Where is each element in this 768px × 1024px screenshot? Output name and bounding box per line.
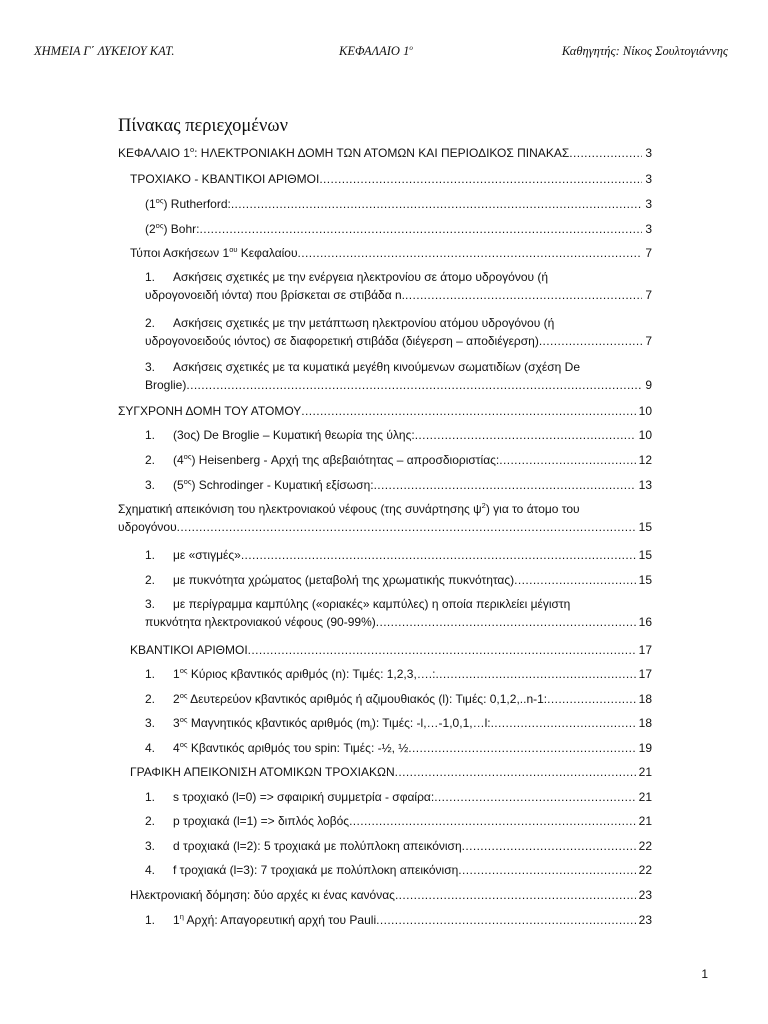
entry-page-number: 7: [645, 334, 652, 348]
entry-text-part: Ασκήσεις σχετικές με την ενέργεια ηλεκτρονίου σε άτομο υδρογόνου (ή: [173, 270, 549, 284]
entry-title: [145, 476, 374, 494]
entry-title: [145, 571, 514, 589]
dot-leader: [539, 332, 642, 350]
page-number: 1: [701, 967, 708, 981]
dot-leader: [514, 571, 635, 589]
entry-text-part: (3ος) De Broglie – Κυματική θεωρία της ύλης:: [173, 428, 415, 442]
dot-leader: [434, 788, 635, 806]
entry-number: 1.: [145, 790, 156, 804]
entry-text-part: ) Rutherford:: [163, 197, 231, 211]
entry-superscript: ος: [179, 740, 188, 749]
entry-title-continued: υδρογονοειδούς ιόντος) σε διαφορετική στιβάδα (διέγερση – αποδιέγερση): [145, 334, 539, 348]
entry-title: [130, 763, 395, 781]
entry-title: [145, 597, 570, 611]
entry-page-number: 15: [638, 548, 652, 562]
entry-number: 3.: [145, 597, 156, 611]
entry-text-part: Τύποι Ασκήσεων 1: [130, 246, 230, 260]
entry-text-part: f τροχιακά (l=3): 7 τροχιακά με πολύπλοκη απεικόνιση: [173, 863, 459, 877]
page-header: [34, 44, 728, 62]
entry-number: 3.: [145, 716, 156, 730]
entry-title-continued: υδρογονοειδή ιόντα) που βρίσκεται σε στιβάδα n.: [145, 288, 406, 302]
entry-title: [145, 788, 434, 806]
entry-page-number: 15: [638, 520, 652, 534]
entry-text-part: Κεφαλαίου: [237, 246, 298, 260]
entry-title: [145, 911, 376, 929]
entry-text-part: 1: [173, 667, 180, 681]
dot-leader: [458, 861, 635, 879]
entry-number: 2.: [145, 316, 156, 330]
entry-number: 3.: [145, 839, 156, 853]
entry-page-number: 10: [638, 428, 652, 442]
dot-leader: [231, 195, 642, 213]
entry-title: [145, 451, 499, 469]
entry-text-part: ) Heisenberg - Αρχή της αβεβαιότητας – απροσδιοριστίας:: [191, 453, 500, 467]
entry-page-number: 21: [638, 765, 652, 779]
dot-leader: [241, 546, 636, 564]
header-chapter: [339, 44, 413, 59]
entry-number: 1.: [145, 667, 156, 681]
entry-text-part: ΤΡΟΧΙΑΚΟ - ΚΒΑΝΤΙΚΟΙ ΑΡΙΘΜΟΙ: [130, 172, 320, 186]
entry-number: 4.: [145, 863, 156, 877]
entry-text-part: 4: [173, 741, 180, 755]
entry-number: 2.: [145, 573, 156, 587]
entry-text-part: Σχηματική απεικόνιση του ηλεκτρονιακού νέφους (της συνάρτησης ψ: [118, 502, 482, 516]
entry-page-number: 3: [645, 222, 652, 236]
entry-text-part: Μαγνητικός κβαντικός αριθμός (m: [187, 716, 371, 730]
dot-leader: [186, 376, 642, 394]
entry-title: [145, 270, 548, 284]
entry-title: [145, 739, 408, 757]
entry-text-part: ) Schrodinger - Κυματική εξίσωση:: [191, 478, 374, 492]
dot-leader: [376, 613, 636, 631]
entry-page-number: 12: [638, 453, 652, 467]
entry-number: 2.: [145, 814, 156, 828]
entry-text-part: : ΗΛΕΚΤΡΟΝΙΑΚΗ ΔΟΜΗ ΤΩΝ ΑΤΟΜΩΝ ΚΑΙ ΠΕΡΙΟΔΙΚΟΣ ΠΙΝΑΚΑΣ: [194, 146, 570, 160]
entry-text-part: p τροχιακά (l=1) => διπλός λοβός: [173, 814, 350, 828]
entry-page-number: 13: [638, 478, 652, 492]
entry-text-part: ΓΡΑΦΙΚΗ ΑΠΕΙΚΟΝΙΣΗ ΑΤΟΜΙΚΩΝ ΤΡΟΧΙΑΚΩΝ: [130, 765, 395, 779]
entry-text-part: Ηλεκτρονιακή δόμηση: δύο αρχές κι ένας κανόνας: [130, 888, 395, 902]
entry-page-number: 22: [638, 863, 652, 877]
entry-page-number: 7: [645, 288, 652, 302]
entry-title-continued: Broglie): [145, 378, 187, 392]
entry-text-part: (4: [173, 453, 184, 467]
entry-title: [145, 861, 458, 879]
entry-superscript: ος: [183, 452, 192, 461]
entry-page-number: 21: [638, 814, 652, 828]
entry-title-continued: πυκνότητα ηλεκτρονιακού νέφους (90-99%): [145, 615, 376, 629]
entry-title: [130, 170, 319, 188]
entry-page-number: 3: [645, 146, 652, 160]
entry-superscript: ο: [189, 145, 195, 154]
entry-page-number: 18: [638, 692, 652, 706]
entry-title: [145, 837, 462, 855]
entry-page-number: 17: [638, 643, 652, 657]
entry-text-part: ) για το άτομο του: [485, 502, 580, 516]
entry-page-number: 19: [638, 741, 652, 755]
dot-leader: [301, 402, 635, 420]
entry-text-part: Αρχή: Απαγορευτική αρχή του Pauli: [183, 913, 377, 927]
entry-title: [145, 546, 241, 564]
entry-text-part: ΚΕΦΑΛΑΙΟ 1: [118, 146, 190, 160]
entry-superscript: ος: [179, 691, 188, 700]
entry-text-part: (1: [145, 197, 156, 211]
entry-title: [130, 886, 395, 904]
entry-page-number: 7: [645, 246, 652, 260]
entry-number: 2.: [145, 453, 156, 467]
dot-leader: [395, 763, 636, 781]
entry-title: [145, 665, 435, 683]
entry-text-part: (2: [145, 222, 156, 236]
dot-leader: [547, 690, 636, 708]
entry-text-part: d τροχιακά (l=2): 5 τροχιακά με πολύπλοκη απεικόνιση: [173, 839, 462, 853]
entry-number: 2.: [145, 692, 156, 706]
entry-subscript: l: [370, 723, 372, 732]
entry-number: 1.: [145, 913, 156, 927]
entry-title: [118, 402, 301, 420]
entry-title: [118, 502, 580, 516]
entry-title: [145, 690, 547, 708]
dot-leader: [462, 837, 636, 855]
entry-number: 1.: [145, 428, 156, 442]
dot-leader: [298, 244, 643, 262]
dot-leader: [248, 641, 636, 659]
entry-title: [145, 360, 580, 374]
entry-page-number: 18: [638, 716, 652, 730]
entry-number: 3.: [145, 360, 156, 374]
dot-leader: [408, 739, 635, 757]
entry-superscript: 2: [481, 501, 486, 510]
entry-superscript: η: [179, 912, 184, 921]
entry-text-part: με «στιγμές»: [173, 548, 241, 562]
entry-page-number: 16: [638, 615, 652, 629]
dot-leader: [177, 518, 636, 536]
entry-number: 1.: [145, 548, 156, 562]
dot-leader: [569, 144, 642, 162]
entry-title-continued: υδρογόνου: [118, 520, 177, 534]
entry-title: [145, 220, 199, 238]
entry-title: [130, 641, 248, 659]
entry-superscript: ου: [229, 245, 238, 254]
entry-page-number: 17: [638, 667, 652, 681]
entry-title: [145, 195, 231, 213]
entry-number: 4.: [145, 741, 156, 755]
entry-page-number: 21: [638, 790, 652, 804]
dot-leader: [435, 665, 635, 683]
entry-text-part: ΣΥΓΧΡΟΝΗ ΔΟΜΗ ΤΟΥ ΑΤΟΜΟΥ: [118, 404, 302, 418]
entry-text-part: Κβαντικός αριθμός του spin: Τιμές: -½, ½: [187, 741, 409, 755]
entry-page-number: 9: [645, 378, 652, 392]
entry-number: 3.: [145, 478, 156, 492]
entry-title: [118, 144, 569, 162]
entry-text-part: 1: [173, 913, 180, 927]
entry-title: [145, 426, 415, 444]
entry-text-part: (5: [173, 478, 184, 492]
header-chapter-sup: ο: [409, 43, 413, 52]
entry-page-number: 10: [638, 404, 652, 418]
entry-text-part: Κύριος κβαντικός αριθμός (n): Τιμές: 1,2,3,….:: [187, 667, 436, 681]
entry-page-number: 23: [638, 888, 652, 902]
entry-text-part: 3: [173, 716, 180, 730]
dot-leader: [415, 426, 636, 444]
entry-title: [145, 316, 554, 330]
entry-superscript: ος: [155, 221, 164, 230]
entry-page-number: 3: [645, 172, 652, 186]
entry-text-part: s τροχιακό (l=0) => σφαιρική συμμετρία - σφαίρα:: [173, 790, 435, 804]
entry-text-part: Ασκήσεις σχετικές με την μετάπτωση ηλεκτρονίου ατόμου υδρογόνου (ή: [173, 316, 555, 330]
entry-superscript: ος: [155, 196, 164, 205]
entry-text-part: ): Τιμές: -l,…-1,0,1,…l:: [371, 716, 491, 730]
entry-text-part: ) Bohr:: [163, 222, 200, 236]
entry-title: [145, 714, 491, 732]
entry-text-part: με πυκνότητα χρώματος (μεταβολή της χρωματικής πυκνότητας): [173, 573, 515, 587]
dot-leader: [395, 886, 636, 904]
dot-leader: [349, 812, 636, 830]
dot-leader: [491, 714, 636, 732]
dot-leader: [319, 170, 642, 188]
entry-page-number: 22: [638, 839, 652, 853]
entry-text-part: ΚΒΑΝΤΙΚΟΙ ΑΡΙΘΜΟΙ: [130, 643, 248, 657]
entry-superscript: ος: [179, 715, 188, 724]
dot-leader: [199, 220, 642, 238]
entry-text-part: με περίγραμμα καμπύλης («οριακές» καμπύλες) η οποία περικλείει μέγιστη: [173, 597, 571, 611]
entry-superscript: ος: [179, 666, 188, 675]
entry-title: [145, 812, 349, 830]
entry-page-number: 3: [645, 197, 652, 211]
header-chapter-text: ΚΕΦΑΛΑΙΟ 1: [339, 44, 410, 58]
dot-leader: [499, 451, 635, 469]
dot-leader: [376, 911, 636, 929]
entry-superscript: ος: [183, 477, 192, 486]
entry-page-number: 15: [638, 573, 652, 587]
entry-title: [130, 244, 298, 262]
dot-leader: [405, 286, 642, 304]
entry-text-part: Δευτερεύον κβαντικός αριθμός ή αζιμουθιακός (l): Τιμές: 0,1,2,..n-1:: [187, 692, 548, 706]
entry-text-part: Ασκήσεις σχετικές με τα κυματικά μεγέθη κινούμενων σωματιδίων (σχέση De: [173, 360, 580, 374]
header-subject: ΧΗΜΕΙΑ Γ΄ ΛΥΚΕΙΟΥ ΚΑΤ.: [34, 44, 175, 58]
entry-page-number: 23: [638, 913, 652, 927]
dot-leader: [374, 476, 636, 494]
entry-text-part: 2: [173, 692, 180, 706]
toc-title: Πίνακας περιεχομένων: [118, 116, 288, 136]
header-teacher: Καθηγητής: Νίκος Σουλτογιάννης: [561, 44, 728, 58]
entry-number: 1.: [145, 270, 156, 284]
